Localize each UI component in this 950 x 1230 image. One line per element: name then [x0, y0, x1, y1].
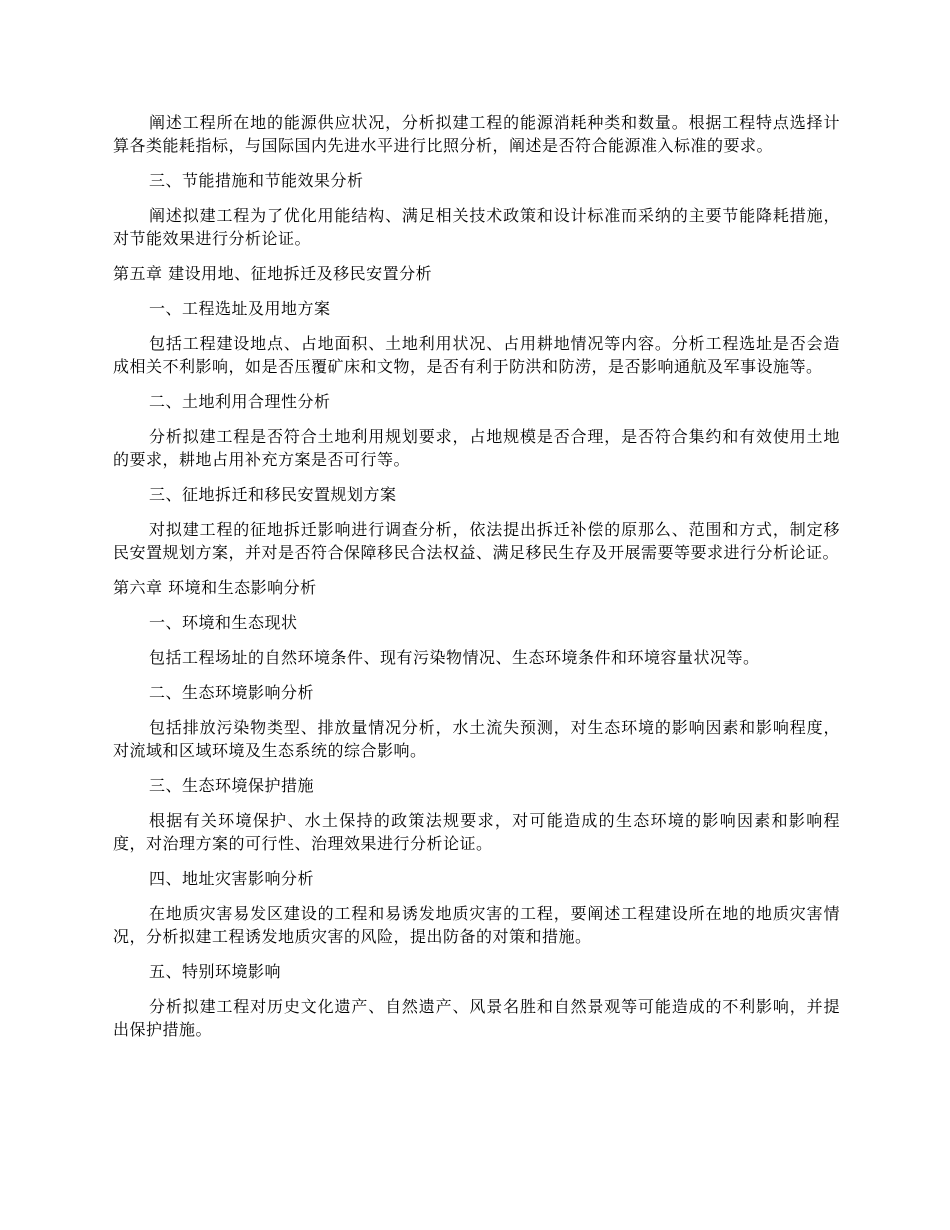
document-page — [113, 111, 840, 1053]
paragraph: 包括工程场址的自然环境条件、现有污染物情况、生态环境条件和环境容量状况等。 — [149, 648, 760, 667]
section-heading: 二、土地利用合理性分析 — [149, 392, 331, 411]
paragraph: 对拟建工程的征地拆迁影响进行调查分析，依法提出拆迁补偿的原那么、范围和方式，制定移民安置规划方案，并对是否符合保障移民合法权益、满足移民生存及开展需要等要求进行分析论证。 — [113, 520, 840, 562]
paragraph: 阐述工程所在地的能源供应状况，分析拟建工程的能源消耗种类和数量。根据工程特点选择计算各类能耗指标，与国际国内先进水平进行比照分析，阐述是否符合能源准入标准的要求。 — [113, 113, 840, 155]
section-heading: 二、生态环境影响分析 — [149, 683, 315, 702]
paragraph: 根据有关环境保护、水土保持的政策法规要求，对可能造成的生态环境的影响因素和影响程度，对治理方案的可行性、治理效果进行分析论证。 — [113, 811, 840, 853]
section-heading: 五、特别环境影响 — [149, 962, 282, 981]
paragraph: 包括排放污染物类型、排放量情况分析，水土流失预测，对生态环境的影响因素和影响程度，对流域和区域环境及生态系统的综合影响。 — [113, 718, 840, 760]
chapter-heading: 第五章 建设用地、征地拆迁及移民安置分析 — [113, 264, 433, 283]
section-heading: 一、环境和生态现状 — [149, 613, 298, 632]
paragraph: 包括工程建设地点、占地面积、土地利用状况、占用耕地情况等内容。分析工程选址是否会造成相关不利影响，如是否压覆矿床和文物，是否有利于防洪和防涝，是否影响通航及军事设施等。 — [113, 334, 840, 376]
section-heading: 三、征地拆迁和移民安置规划方案 — [149, 485, 397, 504]
section-heading: 三、生态环境保护措施 — [149, 776, 315, 795]
paragraph: 分析拟建工程对历史文化遗产、自然遗产、风景名胜和自然景观等可能造成的不利影响，并提出保护措施。 — [113, 997, 840, 1039]
chapter-heading: 第六章 环境和生态影响分析 — [113, 578, 317, 597]
section-heading: 三、节能措施和节能效果分析 — [149, 171, 364, 190]
paragraph: 在地质灾害易发区建设的工程和易诱发地质灾害的工程，要阐述工程建设所在地的地质灾害情况，分析拟建工程诱发地质灾害的风险，提出防备的对策和措施。 — [113, 904, 840, 946]
paragraph: 阐述拟建工程为了优化用能结构、满足相关技术政策和设计标准而采纳的主要节能降耗措施，对节能效果进行分析论证。 — [113, 206, 840, 248]
section-heading: 一、工程选址及用地方案 — [149, 299, 331, 318]
paragraph: 分析拟建工程是否符合土地利用规划要求，占地规模是否合理，是否符合集约和有效使用土地的要求，耕地占用补充方案是否可行等。 — [113, 427, 840, 469]
section-heading: 四、地址灾害影响分析 — [149, 869, 315, 888]
